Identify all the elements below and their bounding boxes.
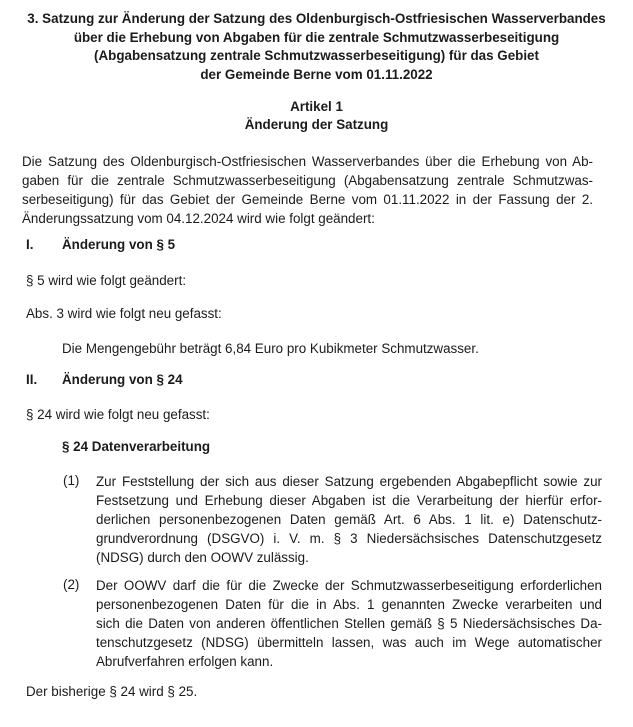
section-1-quote: Die Mengengebühr beträgt 6,84 Euro pro Kubikmeter Schmutzwasser. <box>62 341 479 356</box>
clause-1: Zur Feststellung der sich aus dieser Satzung ergebenden Abgabepflicht sowie zur Festsetzung und Erhebung dieser Abgaben ist die Verarbeitung der hierfür erfor- derlichen personenbezogenen Daten gemäß Art. 6 Abs. 1 lit. e) Datenschutz- grundverordnung (DSGVO) i. V. m. § 3 Niedersächsisches Datenschutzgesetz (NDSG) durch den OOWV zulässig. <box>96 474 602 566</box>
intro-line: Änderungssatzung vom 04.12.2024 wird wie folgt geändert: <box>22 211 375 227</box>
title-line: (Abgabensatzung zentrale Schmutzwasserbeseitigung) für das Gebiet <box>94 48 539 63</box>
article-number: Artikel 1 <box>290 99 343 114</box>
title-line: der Gemeinde Berne vom 01.11.2022 <box>200 66 433 82</box>
paragraph-24-heading: § 24 Datenverarbeitung <box>62 439 211 454</box>
article-heading: Änderung der Satzung <box>244 117 389 132</box>
title-line: 3. Satzung zur Änderung der Satzung des Oldenburgisch-Ostfriesischen Wasserverbandes <box>27 11 606 26</box>
document-title <box>20 10 613 84</box>
section-1-heading: Änderung von § 5 <box>62 237 176 252</box>
intro-line: serbeseitigung) für das Gebiet der Gemeinde Berne vom 01.11.2022 in der Fassung der 2. <box>22 192 593 208</box>
intro-line: gaben für die zentrale Schmutzwasserbeseitigung (Abgabensatzung zentrale Schmutzwas- <box>22 173 593 189</box>
intro-line: Die Satzung des Oldenburgisch-Ostfriesischen Wasserverbandes über die Erhebung von Ab- <box>22 154 593 169</box>
clause-number: (2) <box>63 577 80 592</box>
intro-paragraph <box>22 152 593 228</box>
title-line: über die Erhebung von Abgaben für die zentrale Schmutzwasserbeseitigung <box>73 29 560 45</box>
clause-number: (1) <box>63 473 80 488</box>
section-2-numeral: II. <box>26 372 38 387</box>
section-2-text: § 24 wird wie folgt neu gefasst: <box>26 407 210 422</box>
section-2-heading: Änderung von § 24 <box>62 372 183 387</box>
clause-2: Der OOWV darf die für die Zwecke der Schmutzwasserbeseitigung erforderlichen personenbezogenen Daten für die in Abs. 1 genannten Zwecke verarbeiten und sich die Daten von anderen öffentlichen Stellen gemäß § 5 Niedersächsisches Da- tenschutzgesetz (NDSG) übermitteln lassen, was auch im Wege automatischer Abrufverfahren erfolgen kann. <box>96 578 602 670</box>
section-1-text: § 5 wird wie folgt geändert: <box>26 273 187 288</box>
article-header <box>20 98 613 134</box>
section-1-subtext: Abs. 3 wird wie folgt neu gefasst: <box>26 306 222 321</box>
closing-statement: Der bisherige § 24 wird § 25. <box>26 684 198 699</box>
section-1-numeral: I. <box>26 237 34 252</box>
